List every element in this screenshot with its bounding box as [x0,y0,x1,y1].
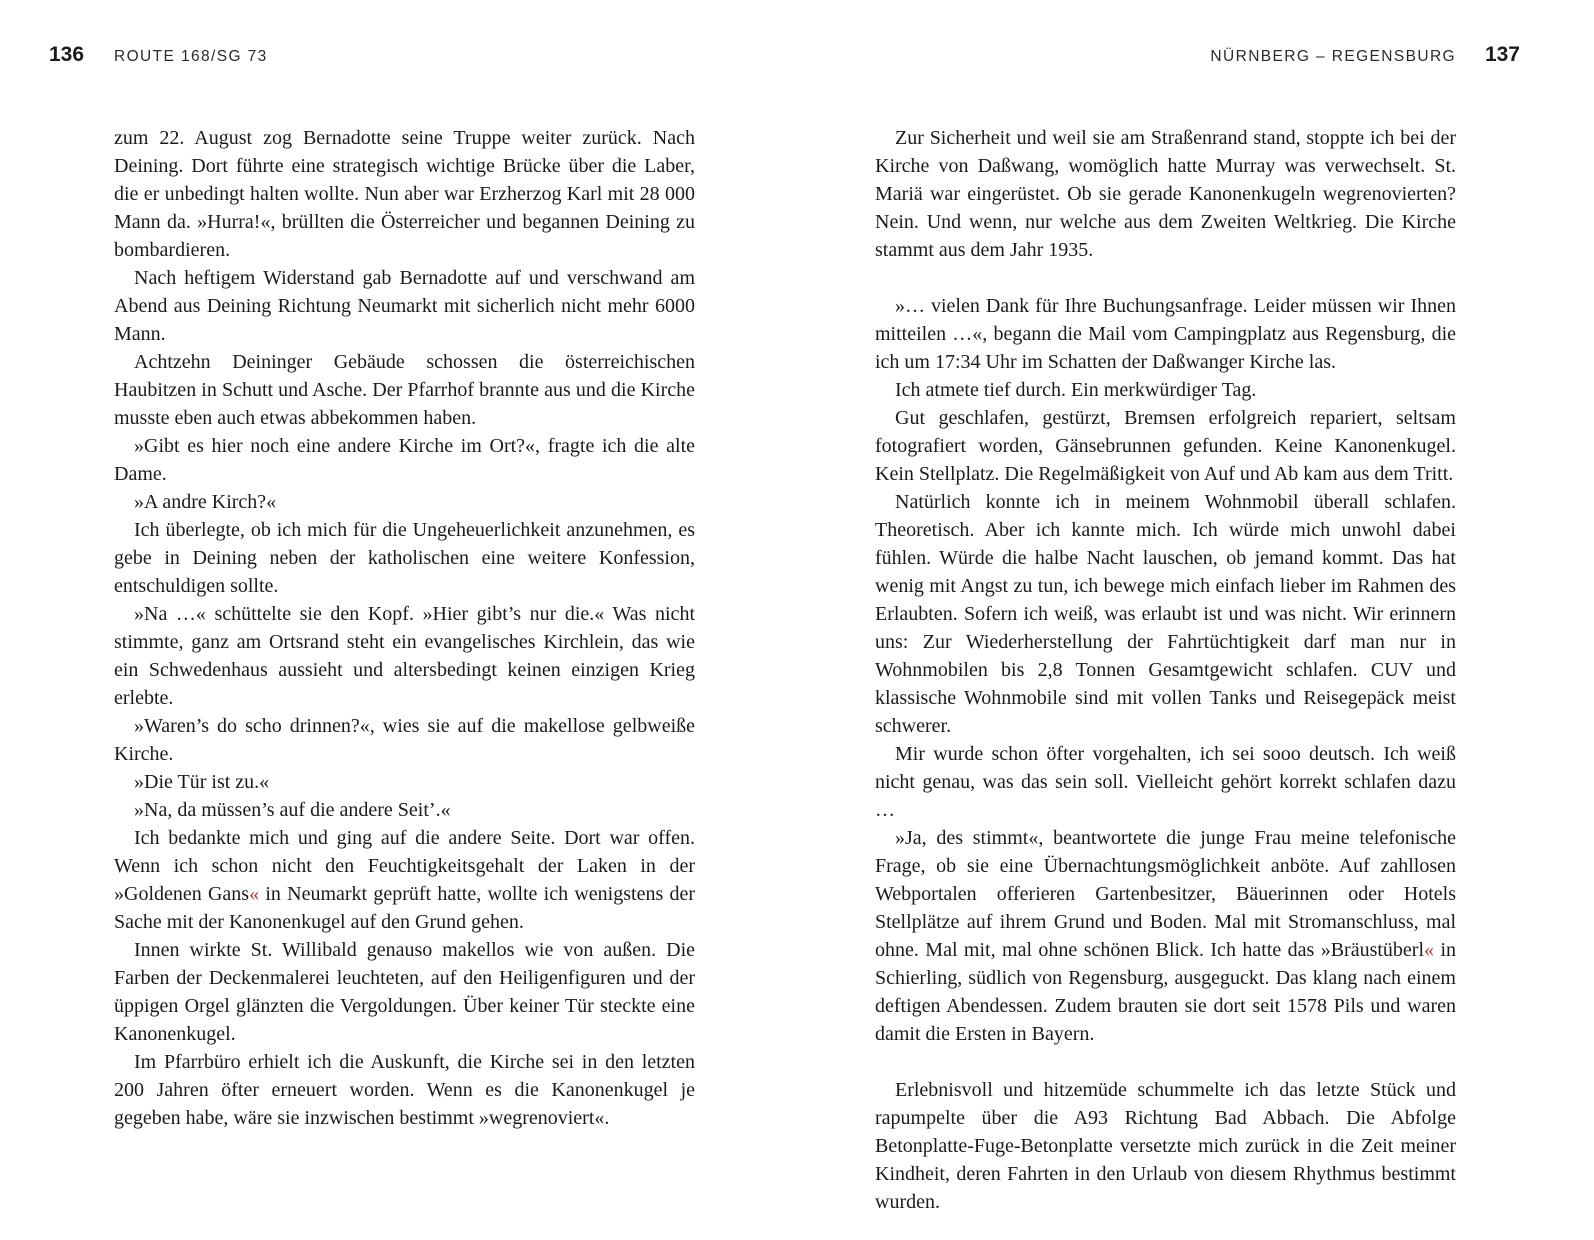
body-text [875,124,1456,1216]
paragraph: Ich atmete tief durch. Ein merkwürdiger Tag. [895,379,1257,401]
paragraph: »A andre Kirch?« [134,491,277,513]
text-run: »Ja, des stimmt«, beantwortete die junge Frau meine telefonische Frage, ob sie eine Übernachtungsmöglichkeit anböte. Auf zahllosen Webportalen offerieren Gartenbesitzer, Bäuerinnen oder Hotels Stellplätze auf ihrem Grund und Boden. Mal mit Stromanschluss, mal ohne. Mal mit, mal ohne schönen Blick. Ich hatte das »Bräustüberl [875,827,1456,961]
paragraph: »… vielen Dank für Ihre Buchungsanfrage. Leider müssen wir Ihnen mitteilen …«, begann die Mail vom Campingplatz aus Regensburg, die ich um 17:34 Uhr im Schatten der Daßwanger Kirche las. [875,295,1456,373]
paragraph: Zur Sicherheit und weil sie am Straßenrand stand, stoppte ich bei der Kirche von Daßwang, womöglich hatte Murray was verwechselt. St. Mariä war eingerüstet. Ob sie gerade Kanonenkugeln wegrenovierten? Nein. Und wenn, nur welche aus dem Zweiten Weltkrieg. Die Kirche stammt aus dem Jahr 1935. [875,127,1456,261]
paragraph: Nach heftigem Widerstand gab Bernadotte auf und verschwand am Abend aus Deining Richtung Neumarkt mit sicherlich nicht mehr 6000 Mann. [114,267,695,345]
paragraph: »Gibt es hier noch eine andere Kirche im Ort?«, fragte ich die alte Dame. [114,435,695,485]
paragraph: zum 22. August zog Bernadotte seine Truppe weiter zurück. Nach Deining. Dort führte eine strategisch wichtige Brücke über die Laber, die er unbedingt halten wollte. Nun aber war Erzherzog Karl mit 28 000 Mann da. »Hurra!«, brüllten die Österreicher und begannen Deining zu bombardieren. [114,127,695,261]
paragraph: »Die Tür ist zu.« [134,771,270,793]
paragraph: Innen wirkte St. Willibald genauso makellos wie von außen. Die Farben der Deckenmalerei leuchteten, auf den Heiligenfiguren und der üppigen Orgel glänzten die Vergoldungen. Über keiner Tür steckte eine Kanonenkugel. [114,939,695,1045]
accent-quote-mark: « [1424,939,1435,961]
paragraph: Natürlich konnte ich in meinem Wohnmobil überall schlafen. Theoretisch. Aber ich kannte mich. Ich würde mich unwohl dabei fühlen. Würde die halbe Nacht lauschen, ob jemand kommt. Das hat wenig mit Angst zu tun, ich bewege mich einfach lieber im Rahmen des Erlaubten. Sofern ich weiß, was erlaubt ist und was nicht. Wir erinnern uns: Zur Wiederherstellung der Fahrtüchtigkeit darf man nur in Wohnmobilen bis 2,8 Tonnen Gesamtgewicht schlafen. CUV und klassische Wohnmobile sind mit vollen Tanks und Reisegepäck meist schwerer. [875,491,1456,737]
running-head: ROUTE 168/SG 73 [114,48,268,65]
page-number: 136 [49,43,85,66]
paragraph: »Waren’s do scho drinnen?«, wies sie auf die makellose gelbweiße Kirche. [114,715,695,765]
text-run-accent: « in Neumarkt geprüft hatte, wollte ich wenigstens der Sache mit der Kanonenkugel auf den Grund gehen. [114,883,695,933]
paragraph: Mir wurde schon öfter vorgehalten, ich sei sooo deutsch. Ich weiß nicht genau, was das sein soll. Vielleicht gehört korrekt schlafen dazu … [875,743,1456,821]
accent-quote-mark: « [249,883,260,905]
text-run-accent: « in Schierling, südlich von Regensburg, ausgeguckt. Das klang nach einem deftigen Abendessen. Zudem brauten sie dort seit 1578 Pils und waren damit die Ersten in Bayern. [875,939,1457,1045]
page-number: 137 [1484,43,1520,66]
paragraph [114,824,695,936]
text-run: Ich bedankte mich und ging auf die andere Seite. Dort war offen. Wenn ich schon nicht den Feuchtigkeitsgehalt der Laken in der »Goldenen Gans [114,827,695,905]
paragraph: »Na, da müssen’s auf die andere Seit’.« [134,799,451,821]
running-head: NÜRNBERG – REGENSBURG [1210,48,1456,65]
paragraph: Gut geschlafen, gestürzt, Bremsen erfolgreich repariert, seltsam fotografiert worden, Gänsebrunnen gefunden. Keine Kanonenkugel. Kein Stellplatz. Die Regelmäßigkeit von Auf und Ab kam aus dem Tritt. [875,407,1456,485]
right-page [797,0,1594,1240]
body-text [114,124,695,1132]
paragraph: Achtzehn Deininger Gebäude schossen die österreichischen Haubitzen in Schutt und Asche. Der Pfarrhof brannte aus und die Kirche musste eben auch etwas abbekommen haben. [114,351,695,429]
paragraph: »Na …« schüttelte sie den Kopf. »Hier gibt’s nur die.« Was nicht stimmte, ganz am Ortsrand steht ein evangelisches Kirchlein, das wie ein Schwedenhaus aussieht und altersbedingt keinen einzigen Krieg erlebte. [114,603,695,709]
paragraph [875,824,1456,1048]
paragraph: Ich überlegte, ob ich mich für die Ungeheuerlichkeit anzunehmen, es gebe in Deining neben der katholischen eine weitere Konfession, entschuldigen sollte. [114,519,695,597]
paragraph: Im Pfarrbüro erhielt ich die Auskunft, die Kirche sei in den letzten 200 Jahren öfter erneuert worden. Wenn es die Kanonenkugel je gegeben habe, wäre sie inzwischen bestimmt »wegrenoviert«. [114,1051,695,1129]
paragraph: Erlebnisvoll und hitzemüde schummelte ich das letzte Stück und rapumpelte über die A93 Richtung Bad Abbach. Die Abfolge Betonplatte-Fuge-Betonplatte versetzte mich zurück in die Zeit meiner Kindheit, deren Fahrten in den Urlaub von diesem Rhythmus bestimmt wurden. [875,1079,1456,1213]
